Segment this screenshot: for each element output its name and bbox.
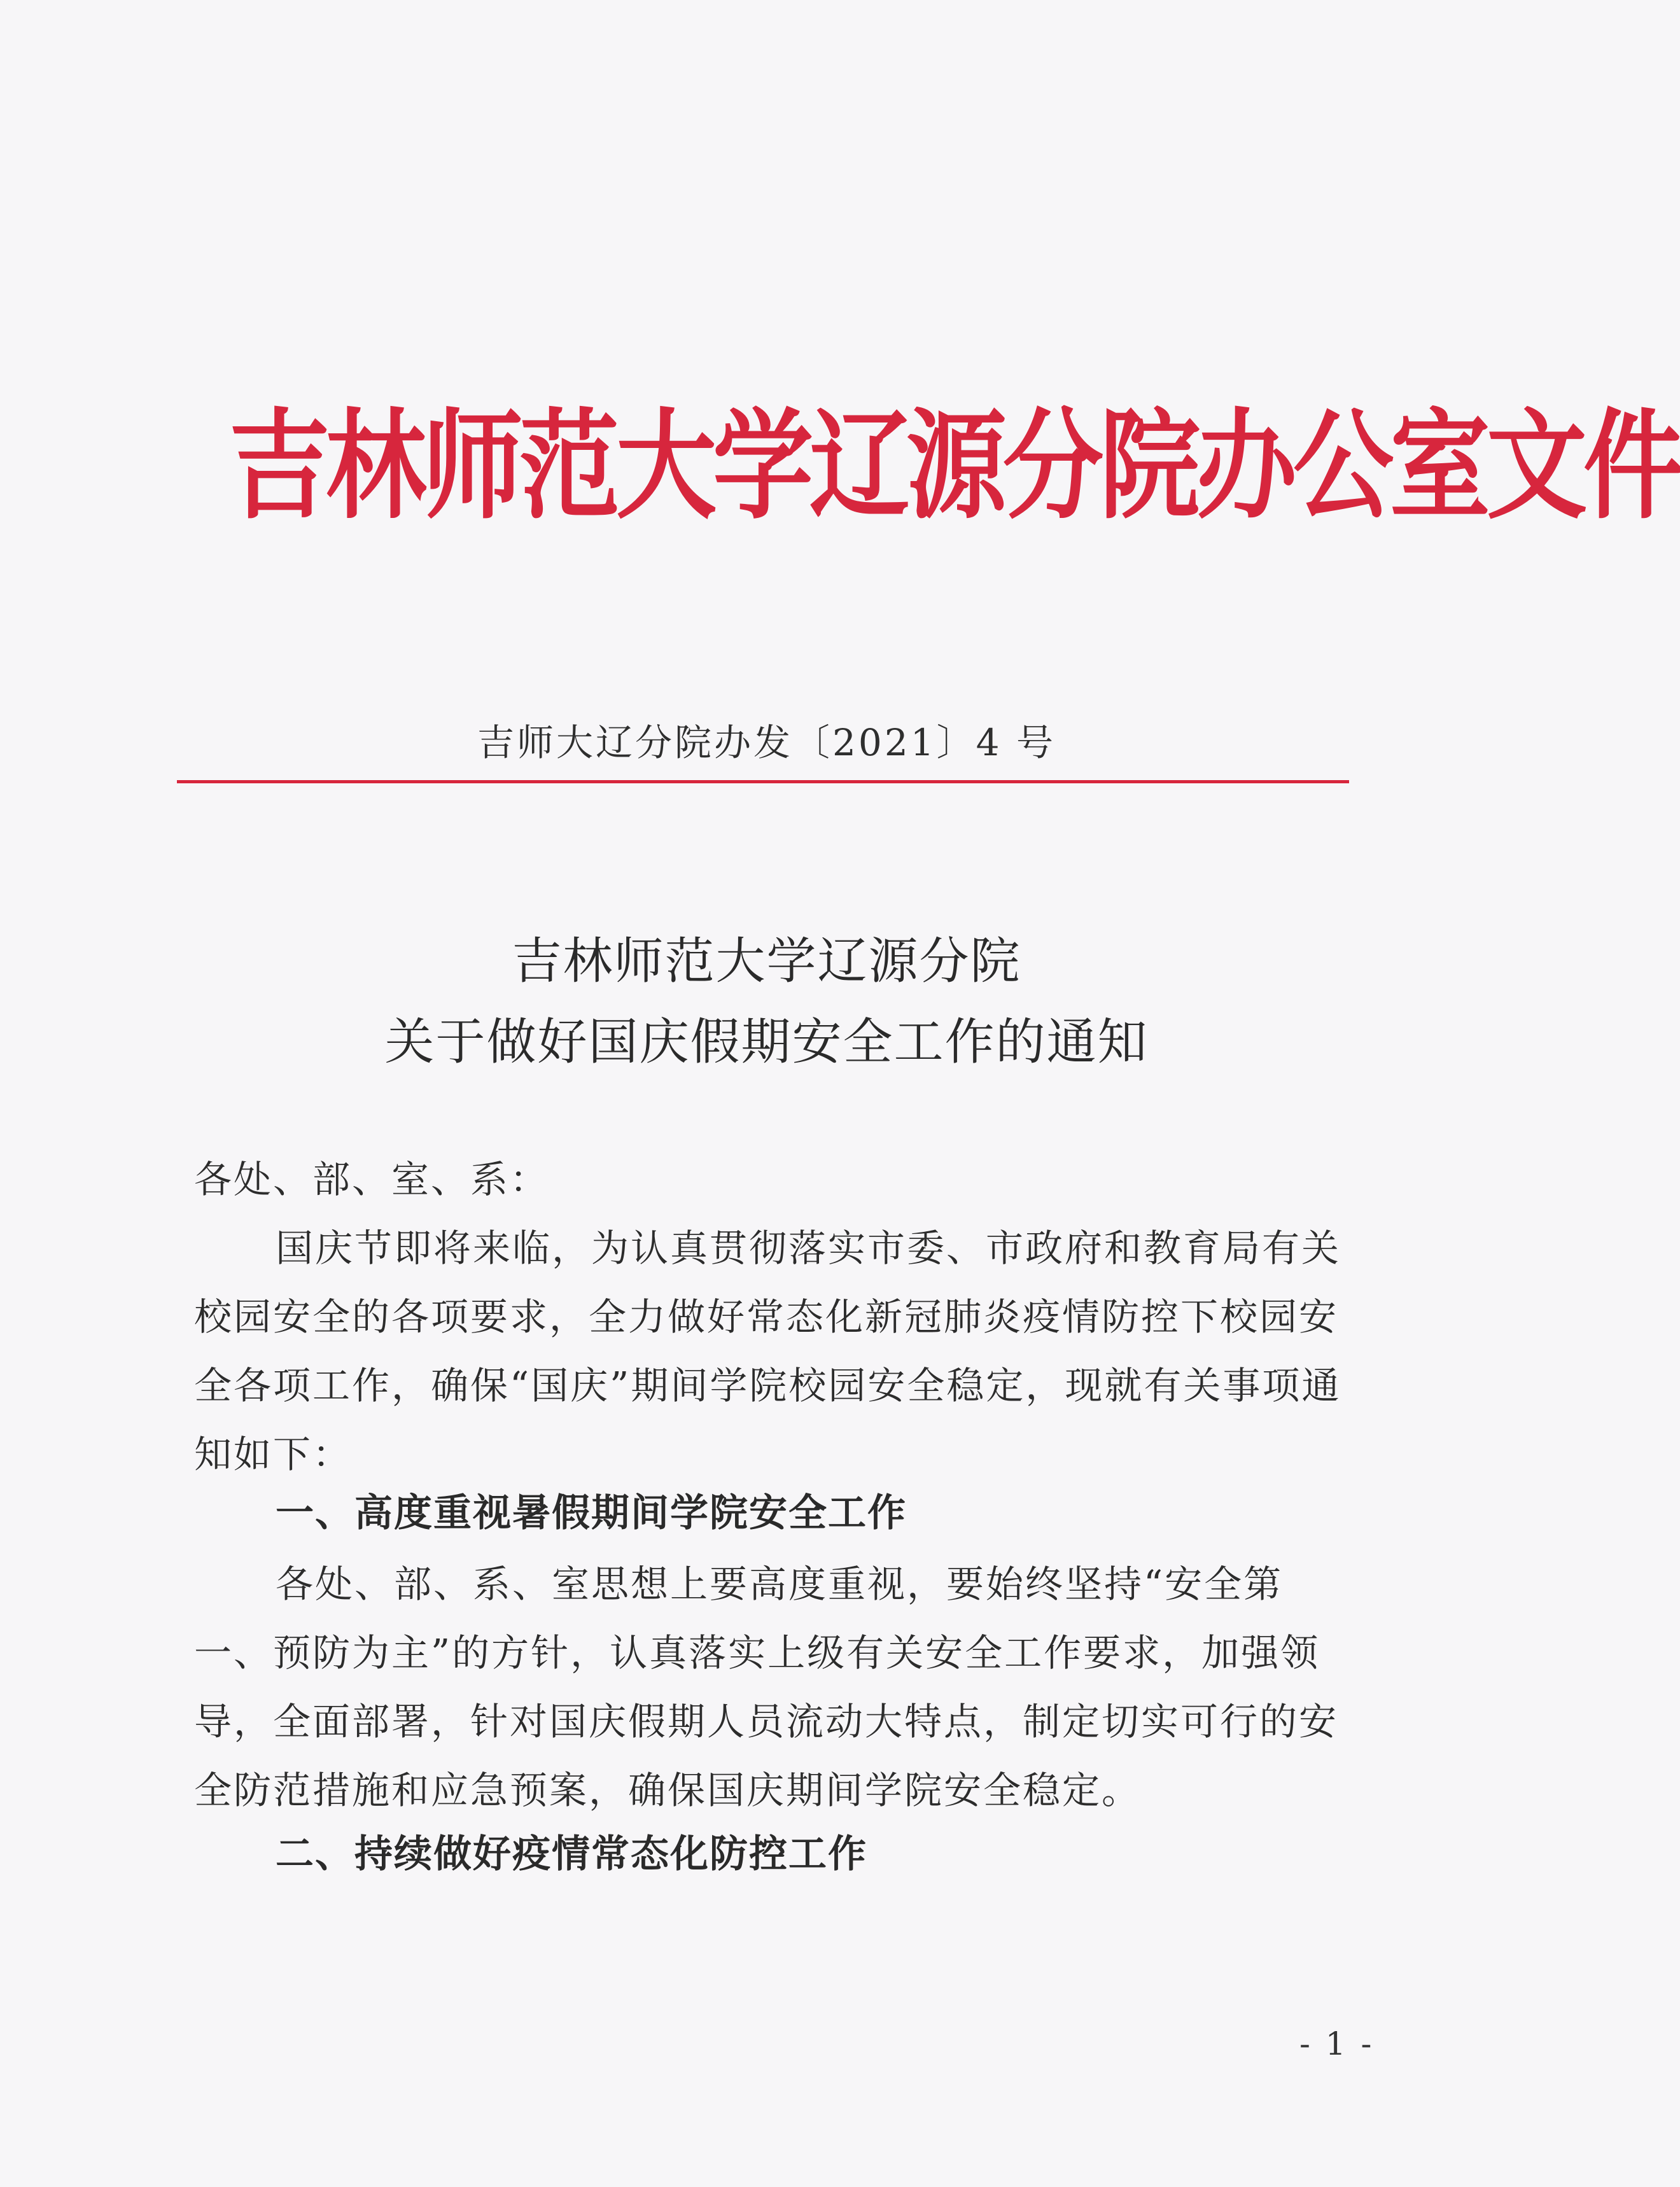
- red-divider-line: [177, 780, 1349, 783]
- document-number: 吉师大辽分院办发〔2021〕4 号: [477, 721, 1056, 764]
- paragraph-intro: 国庆节即将来临，为认真贯彻落实市委、市政府和教育局有关校园安全的各项要求，全力做好常态化新冠肺炎疫情防控下校园安全各项工作，确保“国庆”期间学院校园安全稳定，现就有关事项通知如下：: [194, 1226, 1341, 1476]
- section-heading-1: 一、高度重视暑假期间学院安全工作: [276, 1491, 907, 1535]
- section-heading-2: 二、持续做好疫情常态化防控工作: [276, 1832, 867, 1876]
- notice-title-line-2: 关于做好国庆假期安全工作的通知: [384, 1014, 1149, 1071]
- notice-title-line-1: 吉林师范大学辽源分院: [512, 933, 1021, 990]
- paragraph-section-1: 各处、部、系、室思想上要高度重视，要始终坚持“安全第一、预防为主”的方针，认真落实上级有关安全工作要求，加强领导，全面部署，针对国庆假期人员流动大特点，制定切实可行的安全防范措施和应急预案，确保国庆期间学院安全稳定。: [194, 1562, 1339, 1812]
- masthead-title: 吉林师范大学辽源分院办公室文件: [229, 396, 1680, 536]
- page-number: - 1 -: [1299, 2025, 1375, 2062]
- salutation: 各处、部、室、系：: [194, 1157, 550, 1201]
